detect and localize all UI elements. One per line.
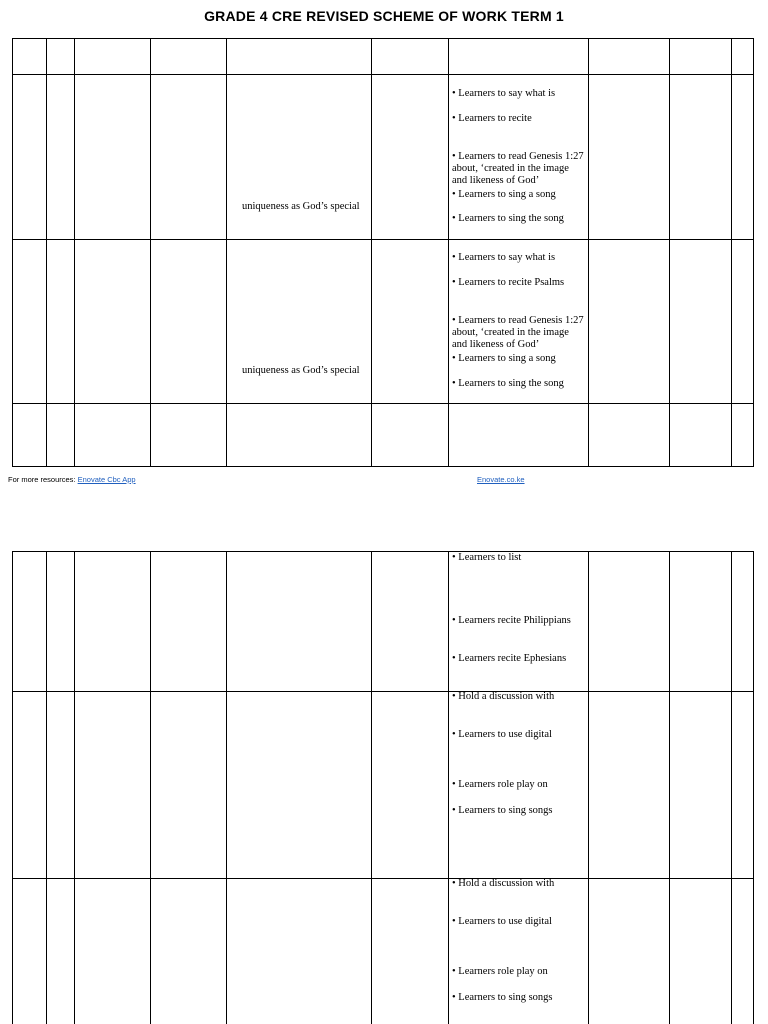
activity-item: • Learners to recite [452, 113, 532, 124]
enovate-app-link[interactable]: Enovate Cbc App [77, 475, 136, 484]
enovate-site-link[interactable]: Enovate.co.ke [477, 475, 525, 484]
activity-item: • Learners to read Genesis 1:27 about, ‘created in the image and likeness of God’ [452, 315, 584, 350]
activity-item: • Learners to read Genesis 1:27 about, ‘created in the image and likeness of God’ [452, 151, 584, 186]
activity-item: • Learners to recite Psalms [452, 277, 565, 288]
activity-item: • Hold a discussion with [452, 691, 555, 702]
topic-text: uniqueness as God’s special [242, 365, 360, 376]
footer-prefix: For more resources: [8, 475, 78, 484]
page-title: GRADE 4 CRE REVISED SCHEME OF WORK TERM 1 [204, 8, 564, 24]
activity-item: • Learners to sing the song [452, 213, 564, 224]
activity-item: • Learners role play on [452, 966, 548, 977]
table2-lines [13, 551, 754, 1024]
activity-item: • Learners to say what is [452, 252, 556, 263]
activity-item: • Learners to list [452, 552, 522, 563]
activity-item: • Learners to say what is [452, 88, 556, 99]
activity-item: • Learners to use digital [452, 729, 552, 740]
activity-item: • Learners to use digital [452, 916, 552, 927]
activity-item: • Learners to sing songs [452, 992, 553, 1003]
activity-item: • Learners recite Ephesians [452, 653, 567, 664]
activity-item: • Learners role play on [452, 779, 548, 790]
activity-item: • Learners recite Philippians [452, 615, 571, 626]
table1-lines [13, 38, 754, 467]
activity-item: • Learners to sing a song [452, 189, 556, 200]
activity-item: • Learners to sing the song [452, 378, 564, 389]
activity-item: • Hold a discussion with [452, 878, 555, 889]
activity-item: • Learners to sing a song [452, 353, 556, 364]
activity-item: • Learners to sing songs [452, 805, 553, 816]
footer-site [477, 475, 525, 484]
topic-text: uniqueness as God’s special [242, 201, 360, 212]
footer-resources [8, 475, 136, 484]
